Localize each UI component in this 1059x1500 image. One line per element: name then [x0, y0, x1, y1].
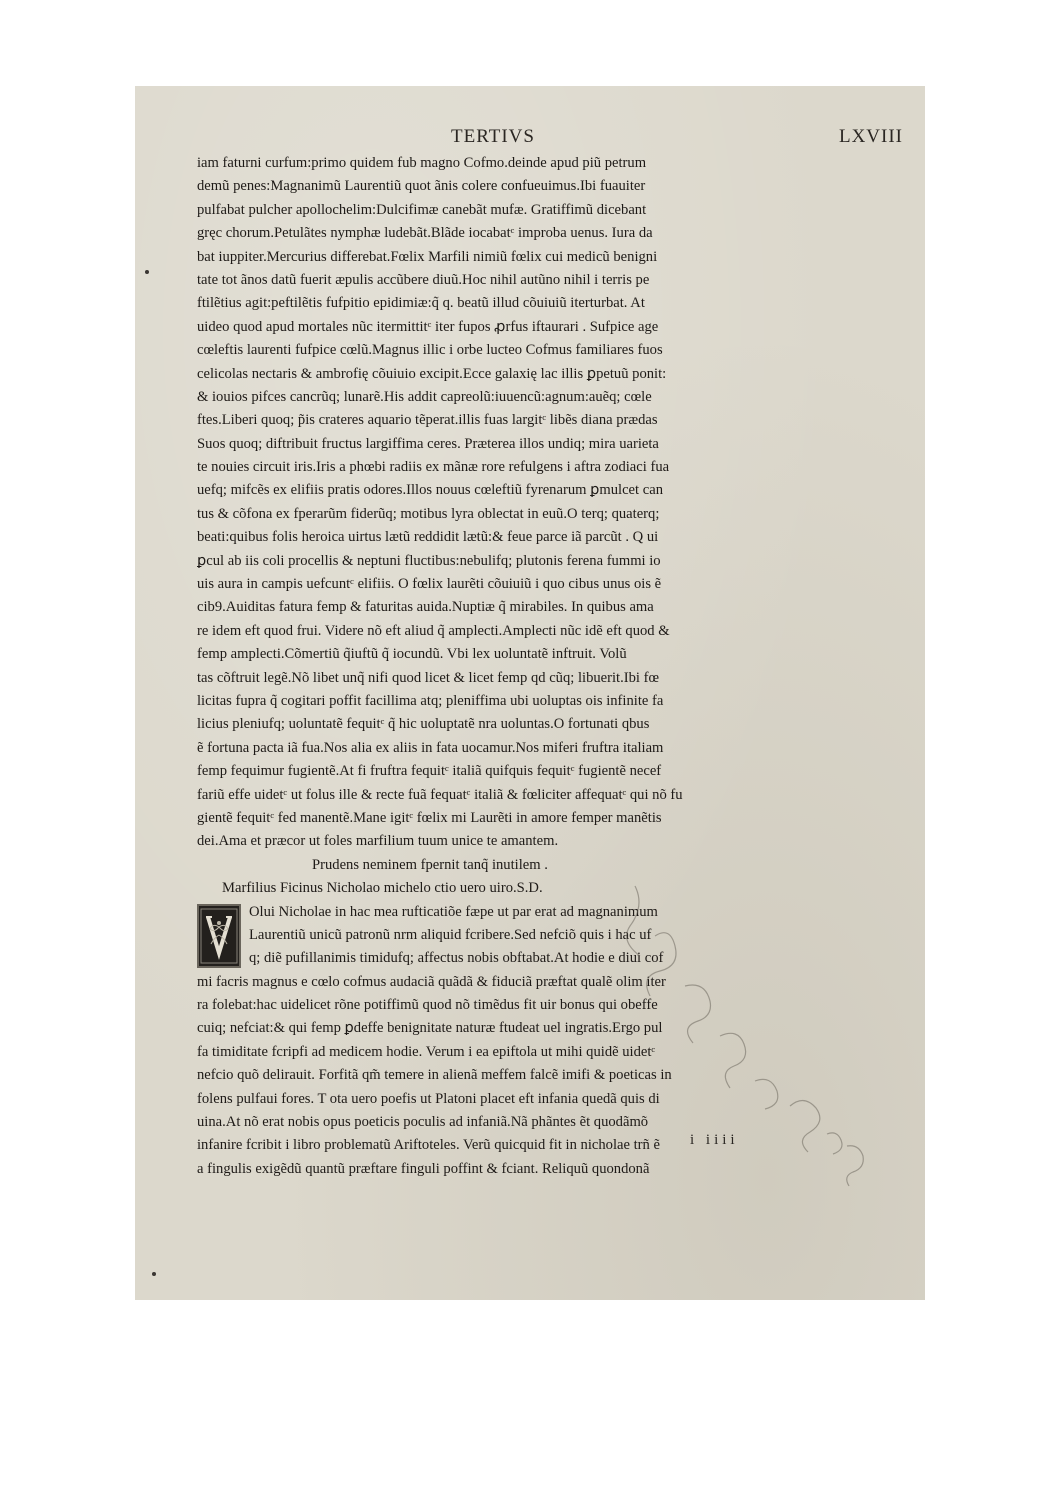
body-text [197, 152, 903, 854]
text-line: uideo quod apud mortales nũc itermittitᶜ iter fupos ꝓrfus iftaurari . Sufpice age [197, 318, 659, 335]
letter-text [197, 971, 903, 1182]
text-line: tus & cõfona ex fperarũm fiderũq; motibus lyra oblectat in euũ.O terq; quaterq; [197, 505, 660, 522]
text-line: femp fequimur fugientẽ.At fi fruftra fequitᶜ italiã quifquis fequitᶜ fugientẽ necef [197, 763, 662, 780]
text-line: cœleftis laurenti fufpice cœlũ.Magnus illic i orbe lucteo Cofmus familiares fuos [197, 342, 663, 359]
text-line: pulfabat pulcher apollochelim:Dulcifimæ canebãt mufæ. Gratiffimũ dicebant [197, 201, 647, 218]
text-line: beati:quibus folis heroica uirtus lætũ reddidit lætũ:& feue parce iã parcũt . Q ui [197, 529, 659, 546]
text-line: te nouies circuit iris.Iris a phœbi radiis ex mãnæ rore refulgens i aftra zodiaci fua [197, 459, 670, 476]
text-block [197, 152, 903, 1181]
text-line: licius pleniufq; uoluntatẽ fequitᶜ q̃ hic uoluptatẽ nra uoluntas.O fortunati qbus [197, 716, 650, 733]
letter-line: Laurentiũ unicũ patronũ nrm aliquid fcribere.Sed nefciõ quis i hac uf [249, 926, 652, 943]
letter-address: Marfilius Ficinus Nicholao michelo ctio uero uiro.S.D. [222, 880, 543, 897]
text-line: gientẽ fequitᶜ fed manentẽ.Mane igitᶜ fœlix mi Laurẽti in amore femper manẽtis [197, 809, 662, 826]
text-line: bat iuppiter.Mercurius differebat.Fœlix Marfili nimiũ fœlix cui medicũ benigni [197, 248, 658, 265]
text-line: gręc chorum.Petulãtes nymphæ ludebãt.Blãde iocabatᶜ improba uenus. Iura da [197, 225, 653, 242]
text-line: uis aura in campis uefcuntᶜ elifiis. O fœlix laurẽti cõuiuiũ i quo cibus unus ois ẽ [197, 576, 662, 593]
running-title: TERTIVS [451, 126, 535, 147]
letter-line: a fingulis exigẽdũ quantũ præftare finguli poffint & fciant. Reliquũ quondonã [197, 1160, 650, 1177]
signature-mark: i iiii [690, 1132, 739, 1148]
letter-line: folens pulfaui fores. T ota uero poefis ut Platoni placet eft infania quedã quis di [197, 1090, 660, 1107]
text-line: & iouios pifces cancrũq; lunarẽ.His addit capreolũ:iuuencũ:agnum:auẽq; cœle [197, 388, 652, 405]
text-line: fariũ effe uidetᶜ ut folus ille & recte fuã fequatᶜ italiã & fœliciter affequatᶜ qui nõ fu [197, 786, 683, 803]
decorated-initial-v-icon [197, 904, 241, 968]
text-line: dei.Ama et præcor ut foles marfilium tuum unice te amantem. [197, 833, 559, 850]
motto: Prudens neminem fpernit tanq̃ inutilem . [312, 856, 548, 873]
running-head [197, 126, 903, 150]
folio-number: LXVIII [838, 126, 903, 147]
text-line: re idem eft quod frui. Videre nõ eft aliud q̃ amplecti.Amplecti nũc idẽ eft quod & [197, 622, 670, 639]
text-line: licitas fupra q̃ cogitari poffit facillima atq; pleniffima ubi uoluptas ois infinite fa [197, 692, 664, 709]
letter-opening [197, 901, 903, 971]
letter-line: infanire fcribit i libro problematũ Ariftoteles. Verũ quicquid fit in nicholae trñ ẽ [197, 1137, 660, 1154]
letter-line: fa timiditate fcripfi ad medicem hodie. Verum i ea epiftola ut mihi quidẽ uidetᶜ [197, 1043, 656, 1060]
text-line: Suos quoq; diftribuit fructus largiffima ceres. Præterea illos undiq; mira uarieta [197, 435, 659, 452]
margin-mark [152, 1272, 156, 1276]
text-line: ẽ fortuna pacta iã fua.Nos alia ex aliis in fata uocamur.Nos miferi fruftra italiam [197, 739, 664, 756]
text-line: ꝑcul ab iis coli procellis & neptuni fluctibus:nebulifq; plutonis ferena fummi io [197, 552, 661, 569]
letter-line: q; diẽ pufillanimis timidufq; affectus nobis obftabat.At hodie e diui cof [249, 950, 664, 967]
letter-line: ra folebat:hac uidelicet rõne potiffimũ quod nõ timẽdus fit uir bonus qui obeffe [197, 997, 658, 1014]
text-line: ftes.Liberi quoq; p̃is crateres aquario tẽperat.illis fuas largitᶜ libẽs diana prædas [197, 412, 658, 429]
margin-mark [145, 270, 149, 274]
text-line: demũ penes:Magnanimũ Laurentiũ quot ãnis colere confueuimus.Ibi fuauiter [197, 178, 646, 195]
letter-line: mi facris magnus e cœlo cofmus audaciã quãdã & fiduciã præftat qualẽ olim iter [197, 973, 666, 990]
text-line: cib9.Auiditas fatura femp & faturitas auida.Nuptiæ q̃ mirabiles. In quibus ama [197, 599, 654, 616]
letter-line: cuiq; nefciat:& qui femp ꝑdeffe benignitate naturæ ftudeat uel ingratis.Ergo pul [197, 1020, 663, 1037]
text-line: ftilẽtius agit:peftilẽtis fufpitio epidimiæ:q̃ q. beatũ illud cõuiuiũ iterturbat. At [197, 295, 645, 312]
text-line: iam faturni curfum:primo quidem fub magno Cofmo.deinde apud piũ petrum [197, 155, 647, 171]
letter-line: nefcio quõ delirauit. Forfitã qm̃ temere in alienã meffem falcẽ imifi & poeticas in [197, 1067, 672, 1084]
text-line: tate tot ãnos datũ fuerit æpulis accũbere diuũ.Hoc nihil autũno nihil i terris pe [197, 271, 650, 288]
letter-line: Olui Nicholae in hac mea rufticatiõe fæpe ut par erat ad magnanimum [249, 903, 658, 920]
text-line: femp amplecti.Cõmertiũ q̃iuftũ q̃ iocundũ. Vbi lex uoluntatẽ inftruit. Volũ [197, 646, 627, 663]
text-line: uefq; mifcẽs ex elifiis pratis odores.Illos nouus cœleftiũ fyrenarum ꝑmulcet can [197, 482, 663, 499]
scanned-book-page [135, 86, 925, 1300]
text-line: celicolas nectaris & ambrofię cõuiuio excipit.Ecce galaxię lac illis ꝑpetuũ ponit: [197, 365, 667, 382]
letter-line: uina.At nõ erat nobis opus poeticis poculis ad infaniã.Nã phãntes ẽt quodãmõ [197, 1114, 649, 1131]
text-line: tas cõftruit legẽ.Nõ libet unq̃ nifi quod licet & licet femp qd cũq; libuerit.Ibi fœ [197, 669, 660, 686]
